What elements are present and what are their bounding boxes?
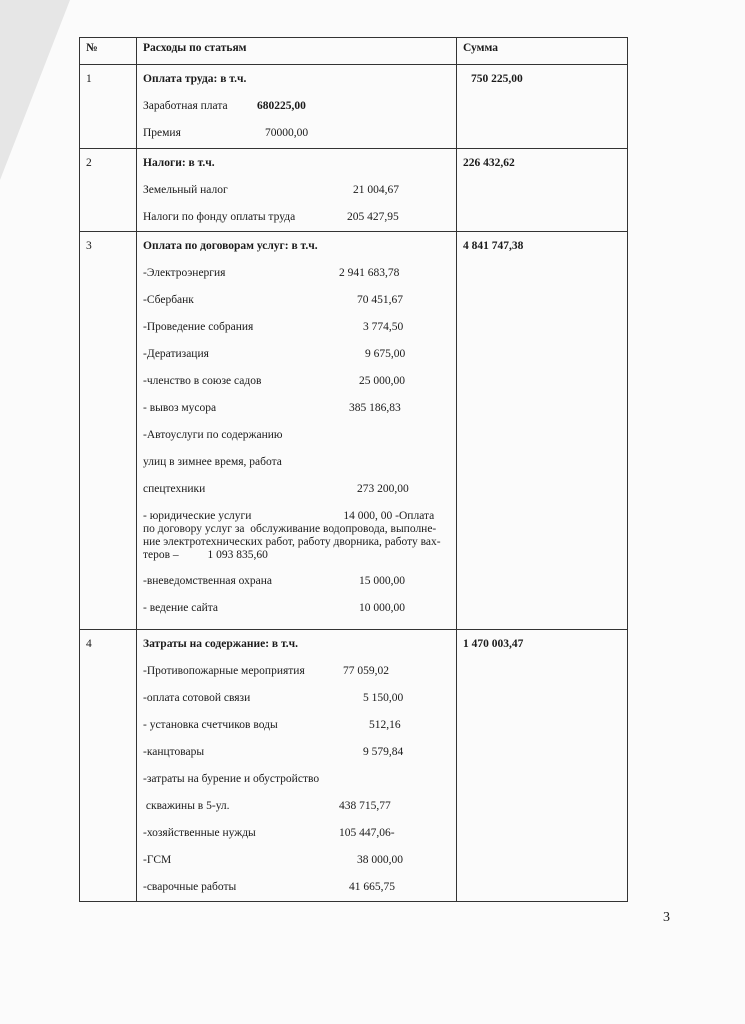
list-item: Заработная плата 680225,00: [143, 100, 306, 112]
list-item: -членство в союзе садов 25 000,00: [143, 375, 405, 387]
list-item: - ведение сайта 10 000,00: [143, 602, 405, 614]
list-item: -Автоуслуги по содержанию: [143, 429, 283, 441]
list-item: -оплата сотовой связи 5 150,00: [143, 692, 404, 704]
list-item: -Сбербанк 70 451,67: [143, 294, 403, 306]
row-number: 4: [86, 638, 92, 650]
row-number: 1: [86, 73, 92, 85]
header-item: Расходы по статьям: [137, 38, 457, 65]
list-item: -затраты на бурение и обустройство: [143, 773, 320, 785]
section-title: Затраты на содержание: в т.ч.: [143, 638, 299, 650]
list-item: улиц в зимнее время, работа: [143, 456, 282, 468]
section-title: Оплата труда: в т.ч.: [143, 73, 247, 85]
list-item: Земельный налог 21 004,67: [143, 184, 399, 196]
table-row: [80, 630, 628, 902]
page-number: 3: [663, 910, 670, 925]
list-item: -сварочные работы 41 665,75: [143, 881, 395, 893]
section-total: 750 225,00: [471, 73, 523, 85]
table-row: [80, 149, 628, 232]
table-row: [80, 232, 628, 630]
list-item: - вывоз мусора 385 186,83: [143, 402, 401, 414]
header-row: [80, 38, 628, 65]
list-item: -ГСМ 38 000,00: [143, 854, 403, 866]
list-item: -хозяйственные нужды 105 447,06-: [143, 827, 395, 839]
list-item: -Противопожарные мероприятия 77 059,02: [143, 665, 389, 677]
list-item: -Дератизация 9 675,00: [143, 348, 406, 360]
list-item: -вневедомственная охрана 15 000,00: [143, 575, 405, 587]
section-total: 1 470 003,47: [463, 638, 524, 650]
list-item: -Электроэнергия 2 941 683,78: [143, 267, 400, 279]
scan-shadow: [0, 0, 70, 180]
list-item: спецтехники 273 200,00: [143, 483, 409, 495]
list-item: скважины в 5-ул. 438 715,77: [143, 800, 391, 812]
list-item: -Проведение собрания 3 774,50: [143, 321, 404, 333]
section-title: Оплата по договорам услуг: в т.ч.: [143, 240, 318, 252]
list-item: Премия 70000,00: [143, 127, 309, 139]
section-total: 4 841 747,38: [463, 240, 524, 252]
list-item: - установка счетчиков воды 512,16: [143, 719, 401, 731]
header-number: №: [80, 38, 137, 65]
list-item: Налоги по фонду оплаты труда 205 427,95: [143, 211, 399, 223]
list-item-paragraph: - юридические услуги 14 000, 00 -Оплата по договору услуг за обслуживание водопровода, выполне-ние электротехнических работ, работу дворника, работу вах-теров – 1 093 835,60: [143, 510, 441, 561]
list-item: -канцтовары 9 579,84: [143, 746, 404, 758]
row-number: 3: [86, 240, 92, 252]
row-number: 2: [86, 157, 92, 169]
section-total: 226 432,62: [463, 157, 515, 169]
expenses-table: [79, 37, 628, 902]
header-sum: Сумма: [457, 38, 628, 65]
table-row: [80, 65, 628, 149]
section-title: Налоги: в т.ч.: [143, 157, 215, 169]
